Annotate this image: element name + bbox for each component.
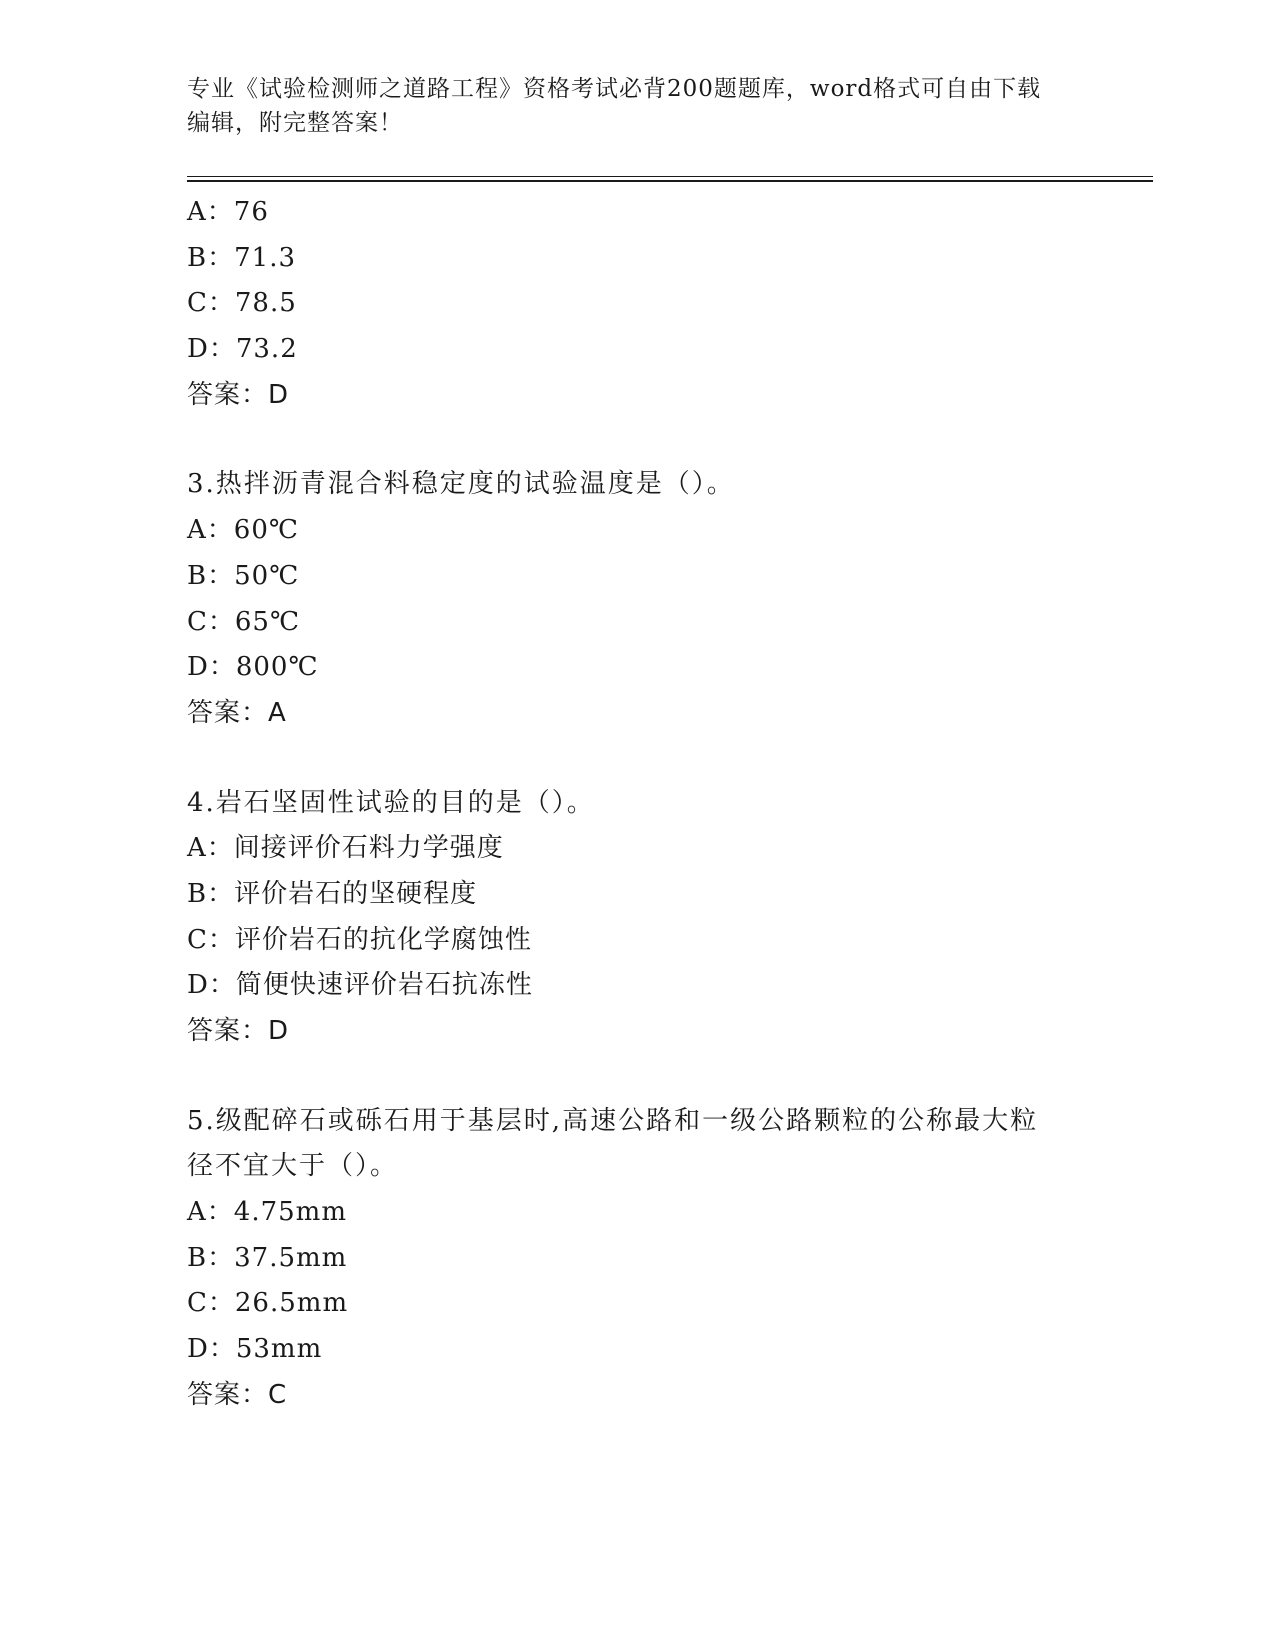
q4-answer: 答案：D <box>187 1016 290 1046</box>
question-5-block <box>187 1099 1087 1419</box>
q3-option-b: B：50℃ <box>187 560 300 591</box>
q2-option-a: A：76 <box>187 197 269 227</box>
q5-answer: 答案：C <box>187 1379 288 1410</box>
q3-answer: 答案：A <box>187 697 287 728</box>
q5-option-a: A：4.75mm <box>187 1197 347 1228</box>
q2-option-b: B：71.3 <box>187 242 296 273</box>
header-divider-thick <box>187 180 1153 182</box>
question-2-block <box>187 190 1087 418</box>
document-header <box>187 72 1077 140</box>
q3-option-c: C：65℃ <box>187 606 301 637</box>
header-divider-thin <box>187 176 1153 177</box>
q4-option-c: C：评价岩石的抗化学腐蚀性 <box>187 924 532 955</box>
spacer <box>187 737 1087 781</box>
q3-option-d: D：800℃ <box>187 652 319 683</box>
question-list <box>187 190 1087 1419</box>
q2-option-d: D：73.2 <box>187 334 298 365</box>
q5-option-c: C：26.5mm <box>187 1288 349 1319</box>
question-3-block <box>187 462 1087 736</box>
q4-question: 4.岩石坚固性试验的目的是（）。 <box>187 787 595 818</box>
q5-option-d: D：53mm <box>187 1334 323 1365</box>
q5-question-line-2: 径不宜大于（）。 <box>187 1151 399 1182</box>
header-line-1: 专业《试验检测师之道路工程》资格考试必背200题题库，word格式可自由下载 <box>187 76 1042 102</box>
spacer <box>187 418 1087 462</box>
q4-option-b: B：评价岩石的坚硬程度 <box>187 878 478 909</box>
q5-option-b: B：37.5mm <box>187 1242 348 1273</box>
header-line-2: 编辑，附完整答案！ <box>187 110 403 136</box>
q3-option-a: A：60℃ <box>187 515 299 546</box>
q5-question-line-1: 5.级配碎石或砾石用于基层时,高速公路和一级公路颗粒的公称最大粒 <box>187 1105 1039 1136</box>
q4-option-d: D：简便快速评价岩石抗冻性 <box>187 970 533 1001</box>
q4-option-a: A：间接评价石料力学强度 <box>187 833 504 864</box>
q2-answer: 答案：D <box>187 379 290 410</box>
spacer <box>187 1055 1087 1099</box>
q3-question: 3.热拌沥青混合料稳定度的试验温度是（）。 <box>187 469 735 500</box>
q2-option-c: C：78.5 <box>187 288 297 319</box>
question-4-block <box>187 781 1087 1055</box>
